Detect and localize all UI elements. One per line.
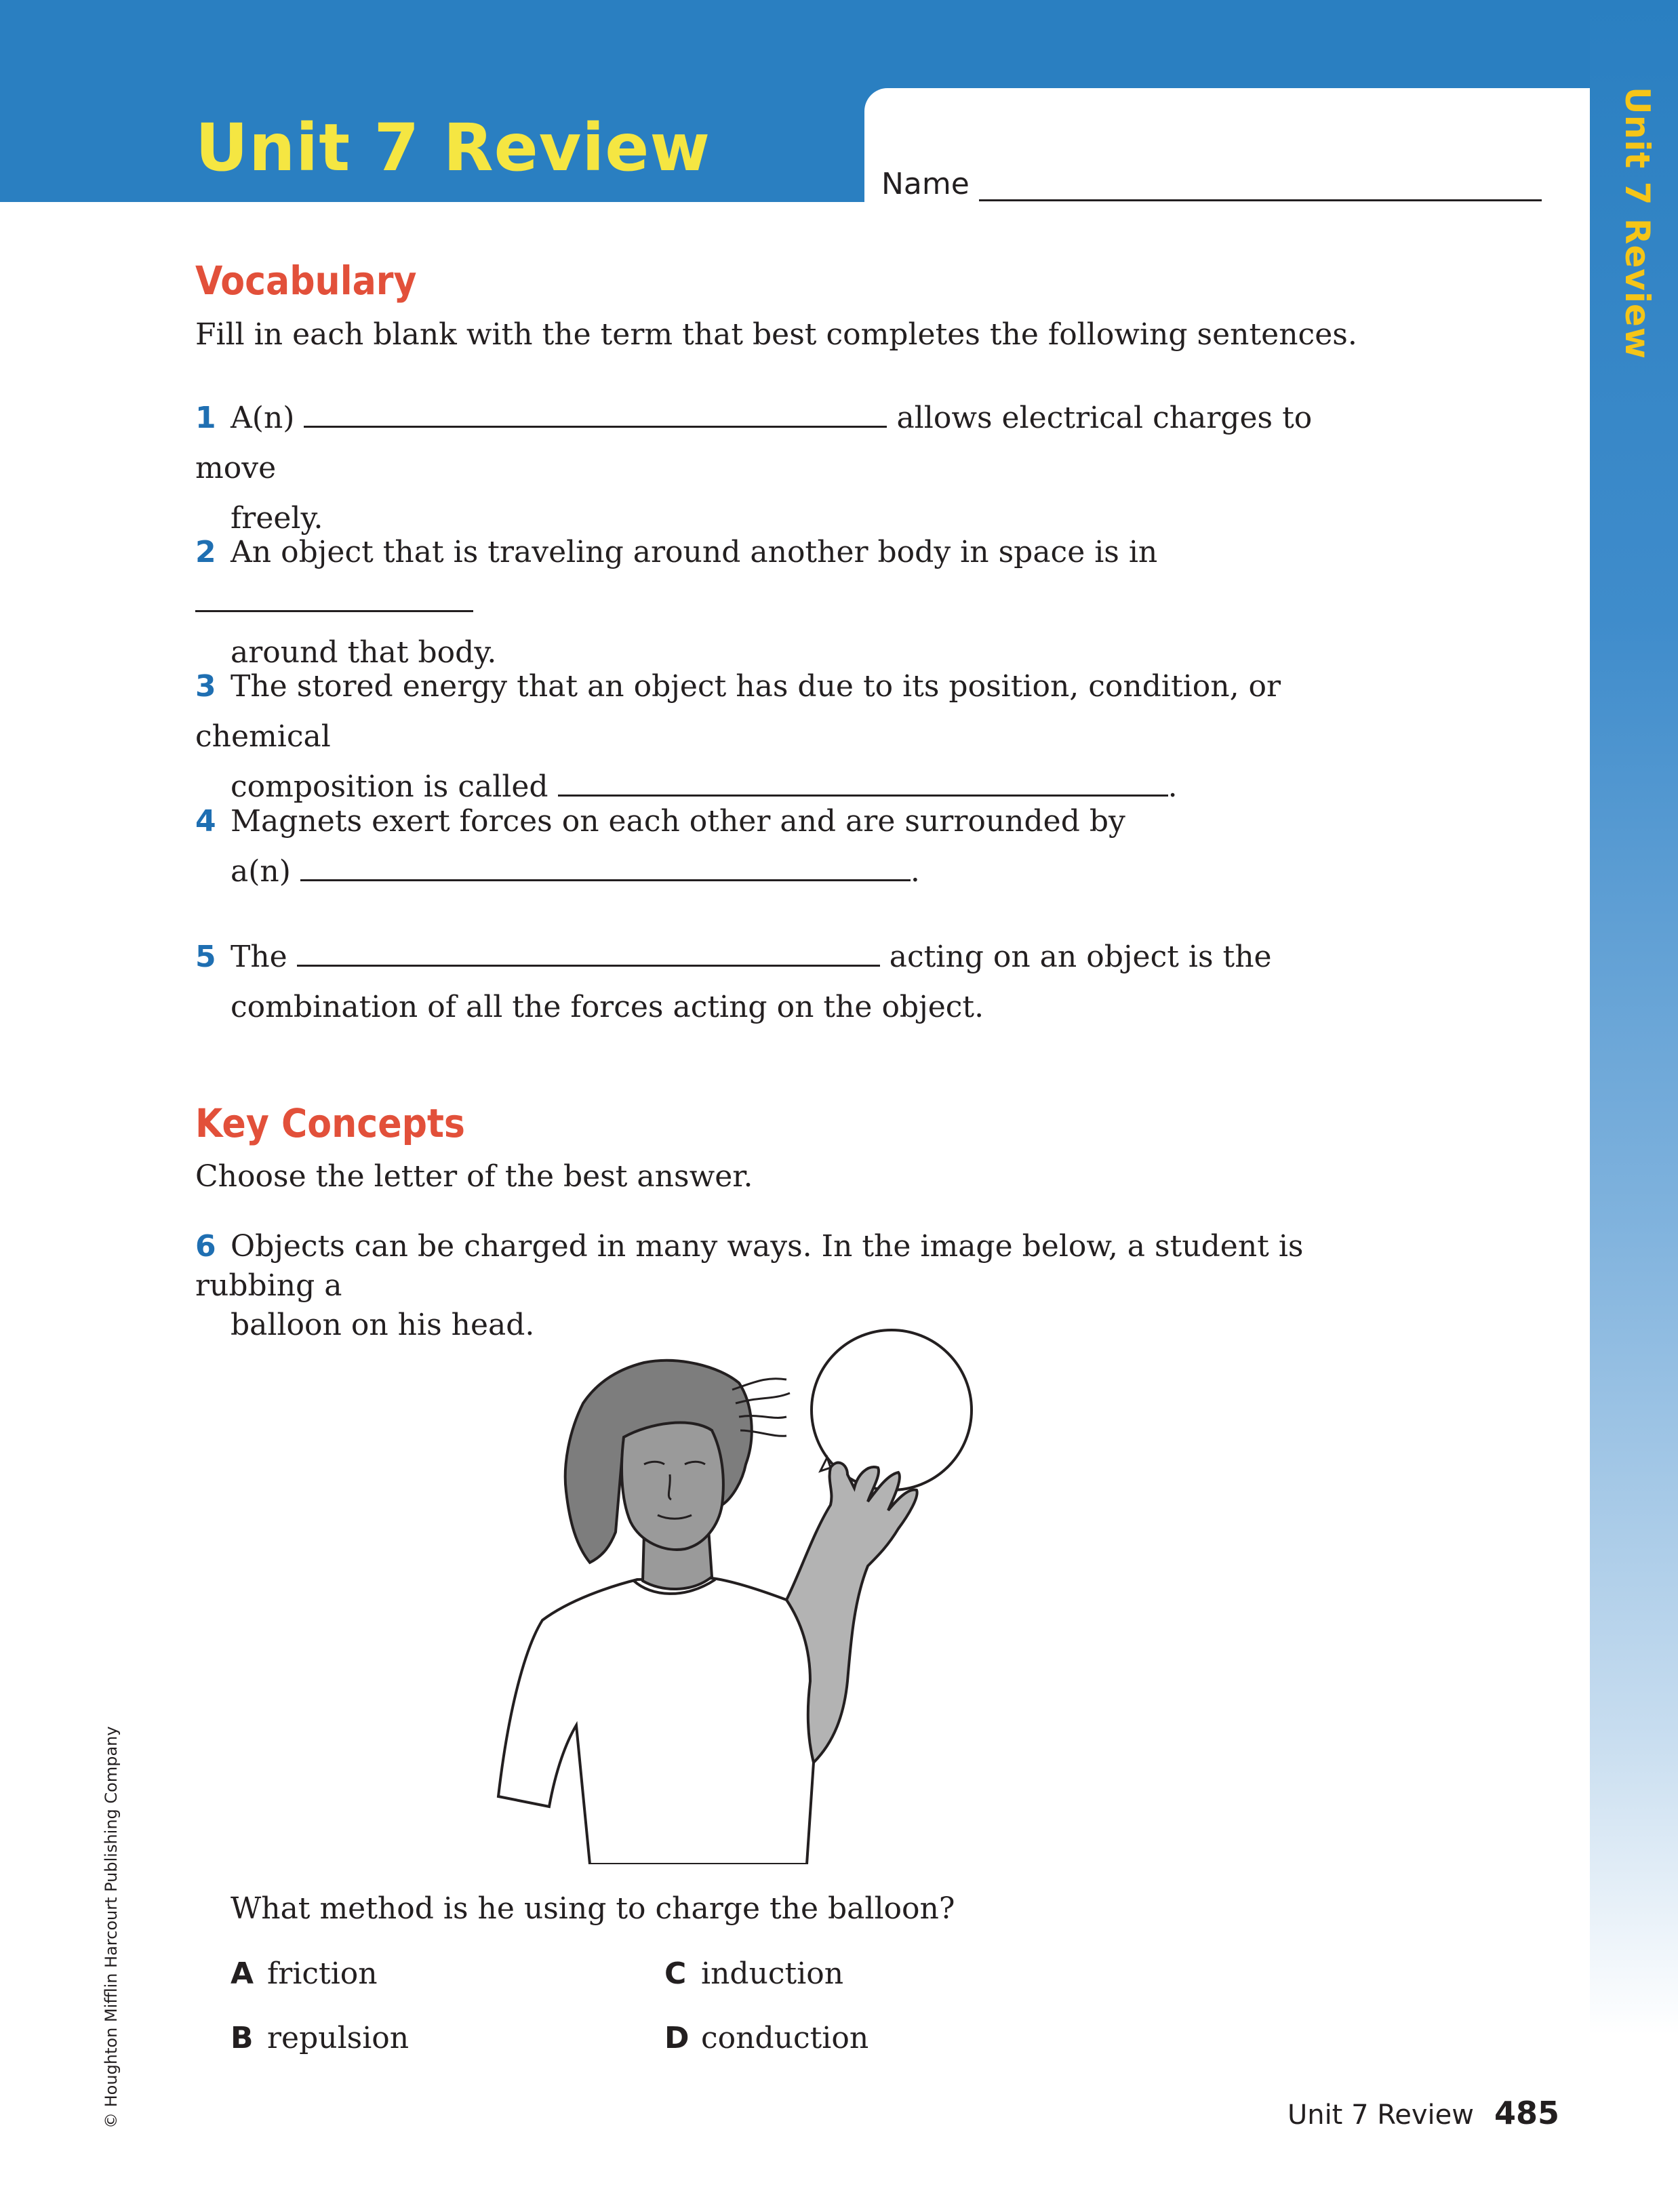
- question-text: The: [231, 940, 287, 974]
- question-text: combination of all the forces acting on the object.: [231, 990, 984, 1024]
- question-text: freely.: [231, 501, 323, 536]
- page-number: 485: [1494, 2095, 1559, 2131]
- choice-c[interactable]: [664, 1956, 844, 1991]
- name-panel: [864, 88, 1590, 237]
- choice-letter: C: [664, 1956, 687, 1991]
- vocab-question-3: [195, 662, 1348, 812]
- name-field[interactable]: [881, 167, 1542, 201]
- key-concepts-heading: Key Concepts: [195, 1100, 465, 1146]
- answer-blank-1[interactable]: [304, 396, 887, 428]
- vocab-question-1: [195, 393, 1348, 544]
- question-text: balloon on his head.: [231, 1308, 535, 1342]
- question-number: 2: [195, 535, 216, 569]
- choice-d[interactable]: [664, 2021, 869, 2055]
- choice-b[interactable]: [231, 2021, 409, 2055]
- side-tab-label: Unit 7 Review: [1618, 87, 1657, 360]
- question-number: 3: [195, 669, 216, 704]
- choice-text: induction: [701, 1956, 844, 1991]
- question-text: The stored energy that an object has due to its position, condition, or chemical: [195, 669, 1281, 754]
- vocabulary-heading: Vocabulary: [195, 258, 417, 304]
- vocab-question-4: [195, 797, 1348, 897]
- question-text: .: [1167, 769, 1178, 804]
- question-text: allows electrical charges to move: [195, 401, 1313, 485]
- question-text: Magnets exert forces on each other and are surrounded by: [231, 804, 1125, 839]
- vocabulary-instruction: Fill in each blank with the term that best completes the following sentences.: [195, 317, 1357, 352]
- choice-letter: D: [664, 2021, 690, 2055]
- question-number: 5: [195, 940, 216, 974]
- footer-label: Unit 7 Review: [1287, 2099, 1474, 2131]
- vocab-question-2: [195, 527, 1348, 678]
- page-title: Unit 7 Review: [195, 110, 711, 186]
- choice-letter: B: [231, 2021, 254, 2055]
- question-text: around that body.: [231, 635, 497, 670]
- question-text: acting on an object is the: [889, 940, 1272, 974]
- shirt: [498, 1578, 828, 1864]
- answer-blank-2[interactable]: [195, 580, 473, 612]
- choice-letter: A: [231, 1956, 254, 1991]
- question-text: a(n): [231, 854, 291, 889]
- question-text: An object that is traveling around another body in space is in: [231, 535, 1158, 569]
- choice-text: friction: [267, 1956, 378, 1991]
- name-label: Name: [881, 167, 970, 201]
- choice-text: repulsion: [267, 2021, 409, 2055]
- concept-question-6: [195, 1227, 1348, 1345]
- question-number: 6: [195, 1229, 216, 1264]
- question-number: 1: [195, 401, 216, 435]
- question-text: composition is called: [231, 769, 548, 804]
- key-concepts-instruction: Choose the letter of the best answer.: [195, 1159, 753, 1194]
- question-text: .: [910, 854, 920, 889]
- name-blank[interactable]: [979, 167, 1542, 201]
- question-text: A(n): [231, 401, 295, 435]
- question-prompt: What method is he using to charge the balloon?: [231, 1891, 955, 1926]
- choice-a[interactable]: [231, 1956, 378, 1991]
- vocab-question-5: [195, 932, 1348, 1032]
- choice-text: conduction: [701, 2021, 869, 2055]
- page-footer: [1287, 2095, 1559, 2131]
- question-text: Objects can be charged in many ways. In the image below, a student is rubbing a: [195, 1229, 1304, 1303]
- copyright-notice: © Houghton Mifflin Harcourt Publishing Company: [102, 1726, 121, 2129]
- question-number: 4: [195, 804, 216, 839]
- face: [622, 1423, 723, 1550]
- answer-blank-5[interactable]: [297, 935, 880, 967]
- answer-blank-4[interactable]: [300, 849, 911, 881]
- answer-blank-3[interactable]: [558, 765, 1168, 797]
- student-balloon-illustration: [488, 1329, 1098, 1864]
